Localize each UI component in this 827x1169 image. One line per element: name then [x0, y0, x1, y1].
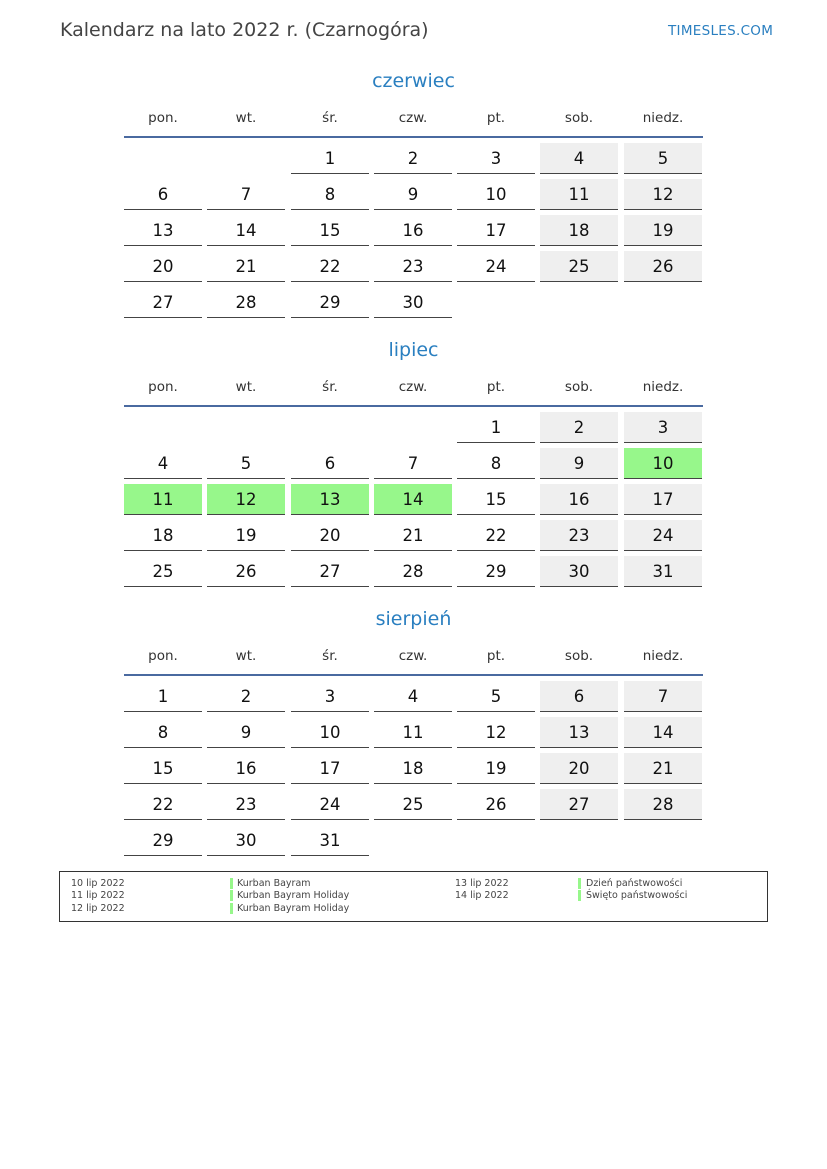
day-cell: 6 — [124, 179, 202, 210]
day-cell: 21 — [374, 520, 452, 551]
month-title: sierpień — [375, 608, 452, 630]
month-title: lipiec — [388, 339, 439, 361]
day-cell: 19 — [207, 520, 285, 551]
day-cell: 29 — [457, 556, 535, 587]
day-cell: 25 — [374, 789, 452, 820]
day-cell: 9 — [374, 179, 452, 210]
day-cell: 16 — [374, 215, 452, 246]
brand-link[interactable]: TIMESLES.COM — [668, 23, 774, 39]
day-cell: 3 — [291, 681, 369, 712]
day-cell: 3 — [624, 412, 702, 443]
day-cell: 3 — [457, 143, 535, 174]
day-cell: 25 — [540, 251, 618, 282]
day-cell: 23 — [374, 251, 452, 282]
day-cell: 1 — [124, 681, 202, 712]
day-cell: 15 — [124, 753, 202, 784]
day-cell: 30 — [374, 287, 452, 318]
day-cell: 20 — [124, 251, 202, 282]
legend-holiday-name: Kurban Bayram Holiday — [237, 903, 350, 914]
weekday-header: śr. — [322, 110, 338, 126]
day-cell: 31 — [624, 556, 702, 587]
legend-holiday-name: Kurban Bayram Holiday — [237, 890, 350, 901]
legend-date: 13 lip 2022 — [455, 878, 509, 889]
day-cell: 4 — [540, 143, 618, 174]
day-cell: 6 — [540, 681, 618, 712]
day-cell: 8 — [457, 448, 535, 479]
day-cell: 23 — [207, 789, 285, 820]
day-cell: 6 — [291, 448, 369, 479]
weekday-header: czw. — [398, 648, 428, 664]
weekday-header: sob. — [564, 110, 594, 126]
weekday-header: pon. — [148, 379, 178, 395]
weekday-header: wt. — [235, 379, 257, 395]
weekday-header: pon. — [148, 648, 178, 664]
day-cell: 7 — [207, 179, 285, 210]
day-cell: 29 — [291, 287, 369, 318]
holiday-legend — [59, 871, 768, 922]
day-cell: 22 — [124, 789, 202, 820]
header-divider — [124, 405, 703, 407]
day-cell: 4 — [374, 681, 452, 712]
day-cell: 30 — [540, 556, 618, 587]
day-cell: 11 — [374, 717, 452, 748]
page-title: Kalendarz na lato 2022 r. (Czarnogóra) — [60, 19, 429, 41]
weekday-header: sob. — [564, 648, 594, 664]
day-cell: 2 — [540, 412, 618, 443]
day-cell: 24 — [624, 520, 702, 551]
weekday-header: czw. — [398, 110, 428, 126]
legend-date: 12 lip 2022 — [71, 903, 125, 914]
day-cell: 28 — [374, 556, 452, 587]
holiday-day-cell: 14 — [374, 484, 452, 515]
day-cell: 27 — [291, 556, 369, 587]
day-cell: 16 — [540, 484, 618, 515]
day-cell: 12 — [624, 179, 702, 210]
day-cell: 2 — [207, 681, 285, 712]
legend-date: 11 lip 2022 — [71, 890, 125, 901]
day-cell: 26 — [624, 251, 702, 282]
weekday-header: śr. — [322, 648, 338, 664]
weekday-header: czw. — [398, 379, 428, 395]
legend-holiday-name: Kurban Bayram — [237, 878, 311, 889]
day-cell: 29 — [124, 825, 202, 856]
day-cell: 13 — [540, 717, 618, 748]
day-cell: 18 — [374, 753, 452, 784]
day-cell: 9 — [540, 448, 618, 479]
day-cell: 19 — [624, 215, 702, 246]
day-cell: 17 — [457, 215, 535, 246]
day-cell: 20 — [540, 753, 618, 784]
day-cell: 12 — [457, 717, 535, 748]
holiday-marker — [578, 890, 581, 901]
day-cell: 26 — [207, 556, 285, 587]
day-cell: 1 — [291, 143, 369, 174]
weekday-header: pt. — [486, 648, 506, 664]
day-cell: 28 — [624, 789, 702, 820]
day-cell: 4 — [124, 448, 202, 479]
day-cell: 26 — [457, 789, 535, 820]
day-cell: 15 — [291, 215, 369, 246]
holiday-marker — [230, 903, 233, 914]
day-cell: 8 — [124, 717, 202, 748]
legend-holiday-name: Dzień państwowości — [586, 878, 683, 889]
day-cell: 9 — [207, 717, 285, 748]
month-title: czerwiec — [372, 70, 455, 92]
day-cell: 31 — [291, 825, 369, 856]
day-cell: 14 — [207, 215, 285, 246]
header-divider — [124, 674, 703, 676]
day-cell: 5 — [207, 448, 285, 479]
day-cell: 22 — [291, 251, 369, 282]
weekday-header: pt. — [486, 379, 506, 395]
day-cell: 11 — [540, 179, 618, 210]
day-cell: 1 — [457, 412, 535, 443]
day-cell: 18 — [124, 520, 202, 551]
day-cell: 7 — [624, 681, 702, 712]
day-cell: 20 — [291, 520, 369, 551]
legend-date: 14 lip 2022 — [455, 890, 509, 901]
day-cell: 21 — [207, 251, 285, 282]
day-cell: 17 — [291, 753, 369, 784]
day-cell: 22 — [457, 520, 535, 551]
day-cell: 5 — [624, 143, 702, 174]
day-cell: 13 — [124, 215, 202, 246]
day-cell: 24 — [291, 789, 369, 820]
legend-holiday-name: Święto państwowości — [586, 890, 688, 901]
weekday-header: niedz. — [642, 110, 684, 126]
day-cell: 5 — [457, 681, 535, 712]
header-divider — [124, 136, 703, 138]
legend-date: 10 lip 2022 — [71, 878, 125, 889]
weekday-header: niedz. — [642, 648, 684, 664]
day-cell: 10 — [291, 717, 369, 748]
day-cell: 15 — [457, 484, 535, 515]
day-cell: 25 — [124, 556, 202, 587]
day-cell: 30 — [207, 825, 285, 856]
day-cell: 10 — [457, 179, 535, 210]
day-cell: 14 — [624, 717, 702, 748]
weekday-header: śr. — [322, 379, 338, 395]
weekday-header: pon. — [148, 110, 178, 126]
day-cell: 2 — [374, 143, 452, 174]
day-cell: 27 — [540, 789, 618, 820]
weekday-header: wt. — [235, 110, 257, 126]
holiday-marker — [578, 878, 581, 889]
holiday-marker — [230, 890, 233, 901]
day-cell: 24 — [457, 251, 535, 282]
day-cell: 19 — [457, 753, 535, 784]
weekday-header: niedz. — [642, 379, 684, 395]
holiday-marker — [230, 878, 233, 889]
day-cell: 7 — [374, 448, 452, 479]
day-cell: 17 — [624, 484, 702, 515]
day-cell: 21 — [624, 753, 702, 784]
day-cell: 18 — [540, 215, 618, 246]
day-cell: 23 — [540, 520, 618, 551]
weekday-header: sob. — [564, 379, 594, 395]
day-cell: 28 — [207, 287, 285, 318]
holiday-day-cell: 13 — [291, 484, 369, 515]
day-cell: 27 — [124, 287, 202, 318]
holiday-day-cell: 12 — [207, 484, 285, 515]
holiday-day-cell: 10 — [624, 448, 702, 479]
weekday-header: wt. — [235, 648, 257, 664]
holiday-day-cell: 11 — [124, 484, 202, 515]
day-cell: 8 — [291, 179, 369, 210]
day-cell: 16 — [207, 753, 285, 784]
weekday-header: pt. — [486, 110, 506, 126]
